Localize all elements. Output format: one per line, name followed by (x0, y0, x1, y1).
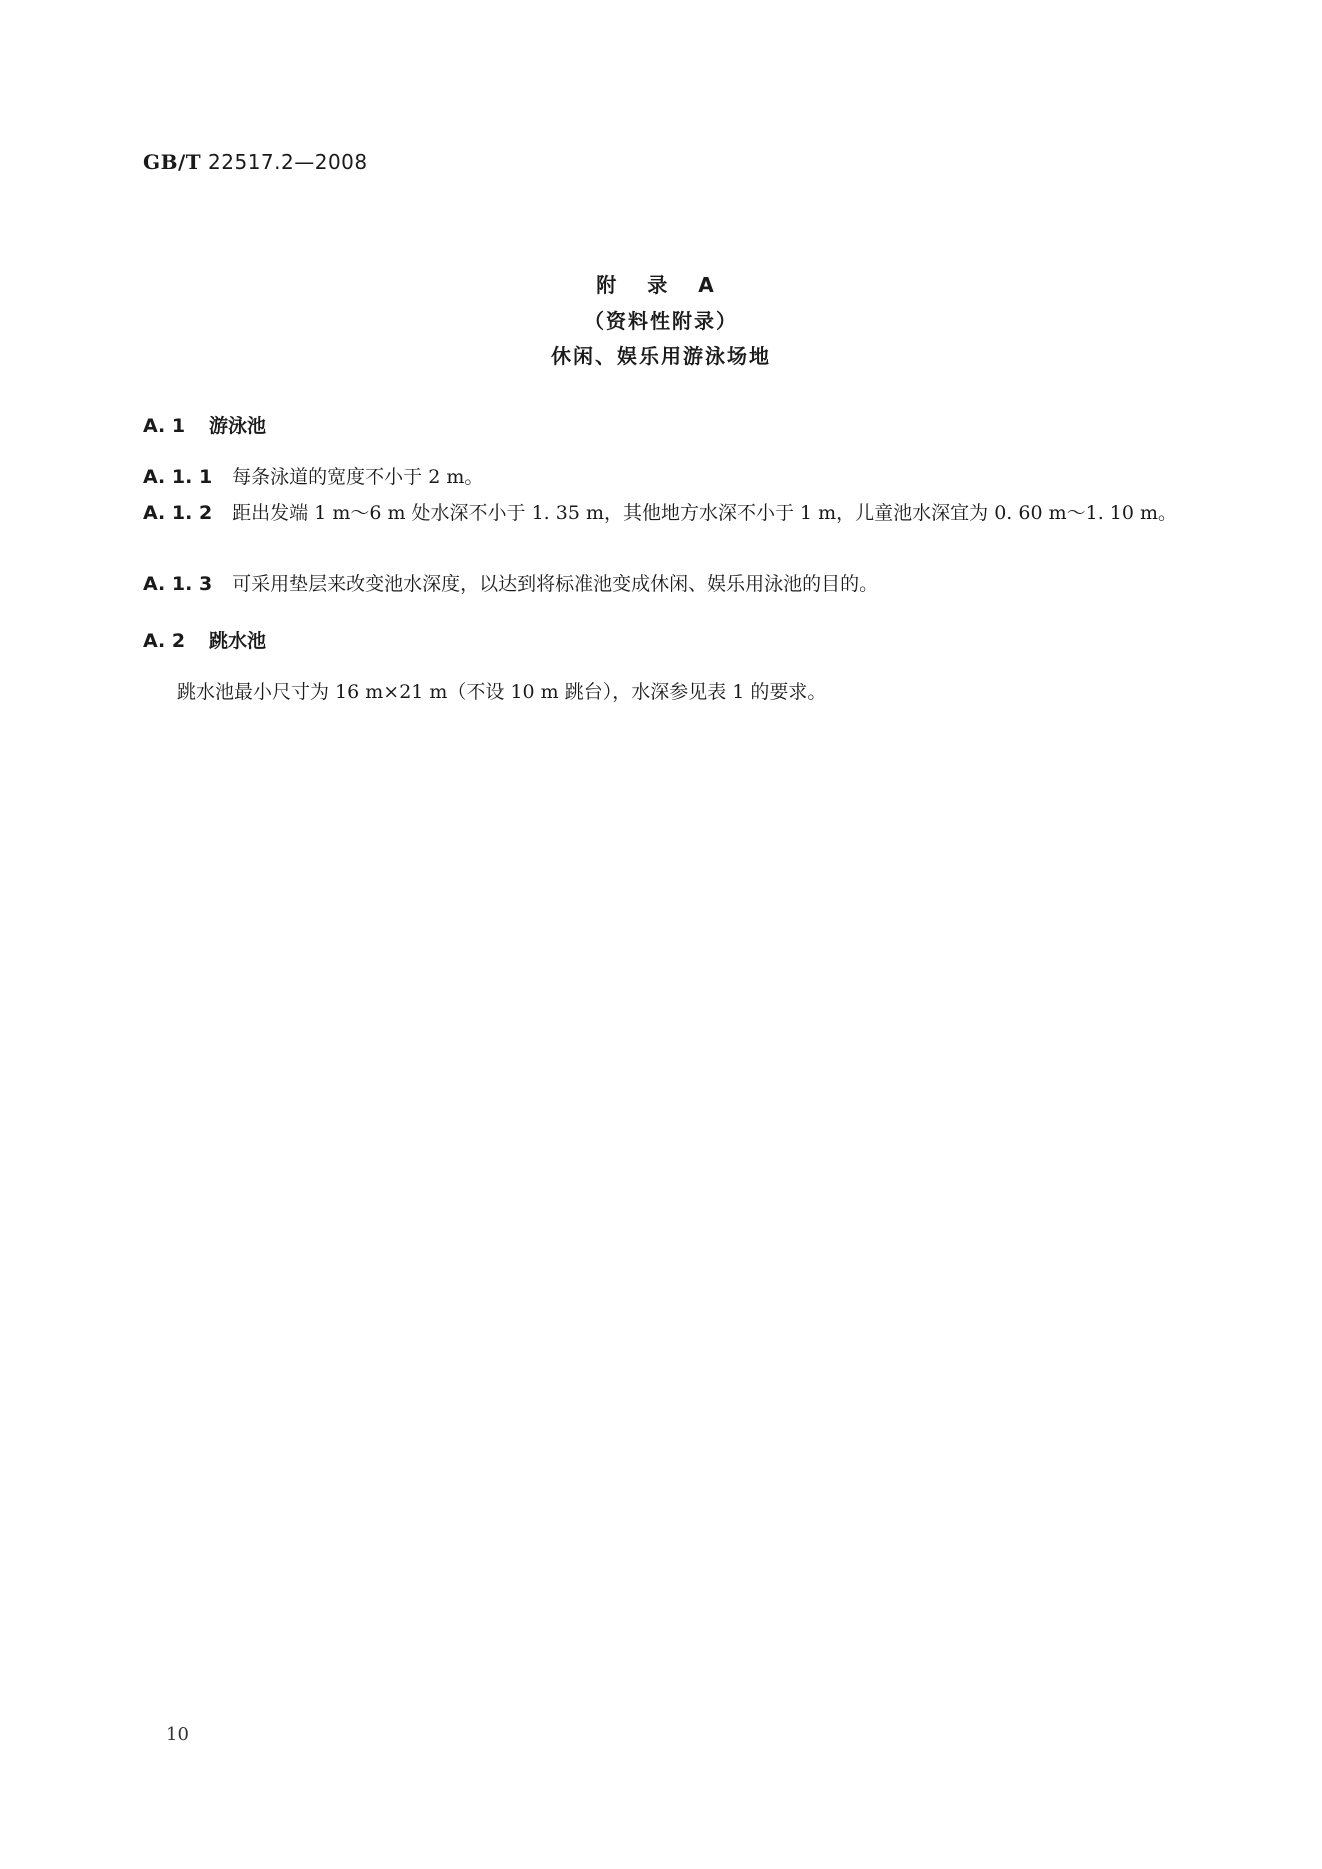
clause-text: 每条泳道的宽度不小于 2 m。 (232, 466, 484, 488)
section-title: 游泳池 (209, 415, 267, 437)
section-heading-a1 (143, 411, 266, 438)
annex-title: 休闲、娱乐用游泳场地 (551, 344, 771, 368)
page-number: 10 (166, 1724, 189, 1745)
annex-type: （资料性附录） (584, 309, 738, 333)
standard-number: 22517.2—2008 (208, 150, 368, 174)
annex-label: 附 录 A (596, 273, 726, 297)
clause-text: 可采用垫层来改变池水深度，以达到将标准池变成休闲、娱乐用泳池的目的。 (232, 573, 879, 595)
clause-a-1-3 (143, 568, 1183, 600)
section-a2-paragraph: 跳水池最小尺寸为 16 m×21 m（不设 10 m 跳台），水深参见表 1 的要求。 (177, 681, 827, 703)
standard-prefix: GB/T (143, 150, 202, 174)
section-heading-a2 (143, 626, 266, 653)
clause-number: A. 1. 1 (143, 466, 213, 488)
section-number: A. 2 (143, 630, 186, 652)
section-number: A. 1 (143, 415, 186, 437)
clause-number: A. 1. 2 (143, 502, 213, 524)
clause-a-1-1 (143, 461, 1183, 493)
clause-a-1-2 (143, 497, 1183, 529)
clause-number: A. 1. 3 (143, 573, 213, 595)
section-title: 跳水池 (209, 630, 267, 652)
standard-code (143, 150, 368, 174)
clause-text: 距出发端 1 m～6 m 处水深不小于 1. 35 m，其他地方水深不小于 1 m，儿童池水深宜为 0. 60 m～1. 10 m。 (232, 502, 1178, 524)
